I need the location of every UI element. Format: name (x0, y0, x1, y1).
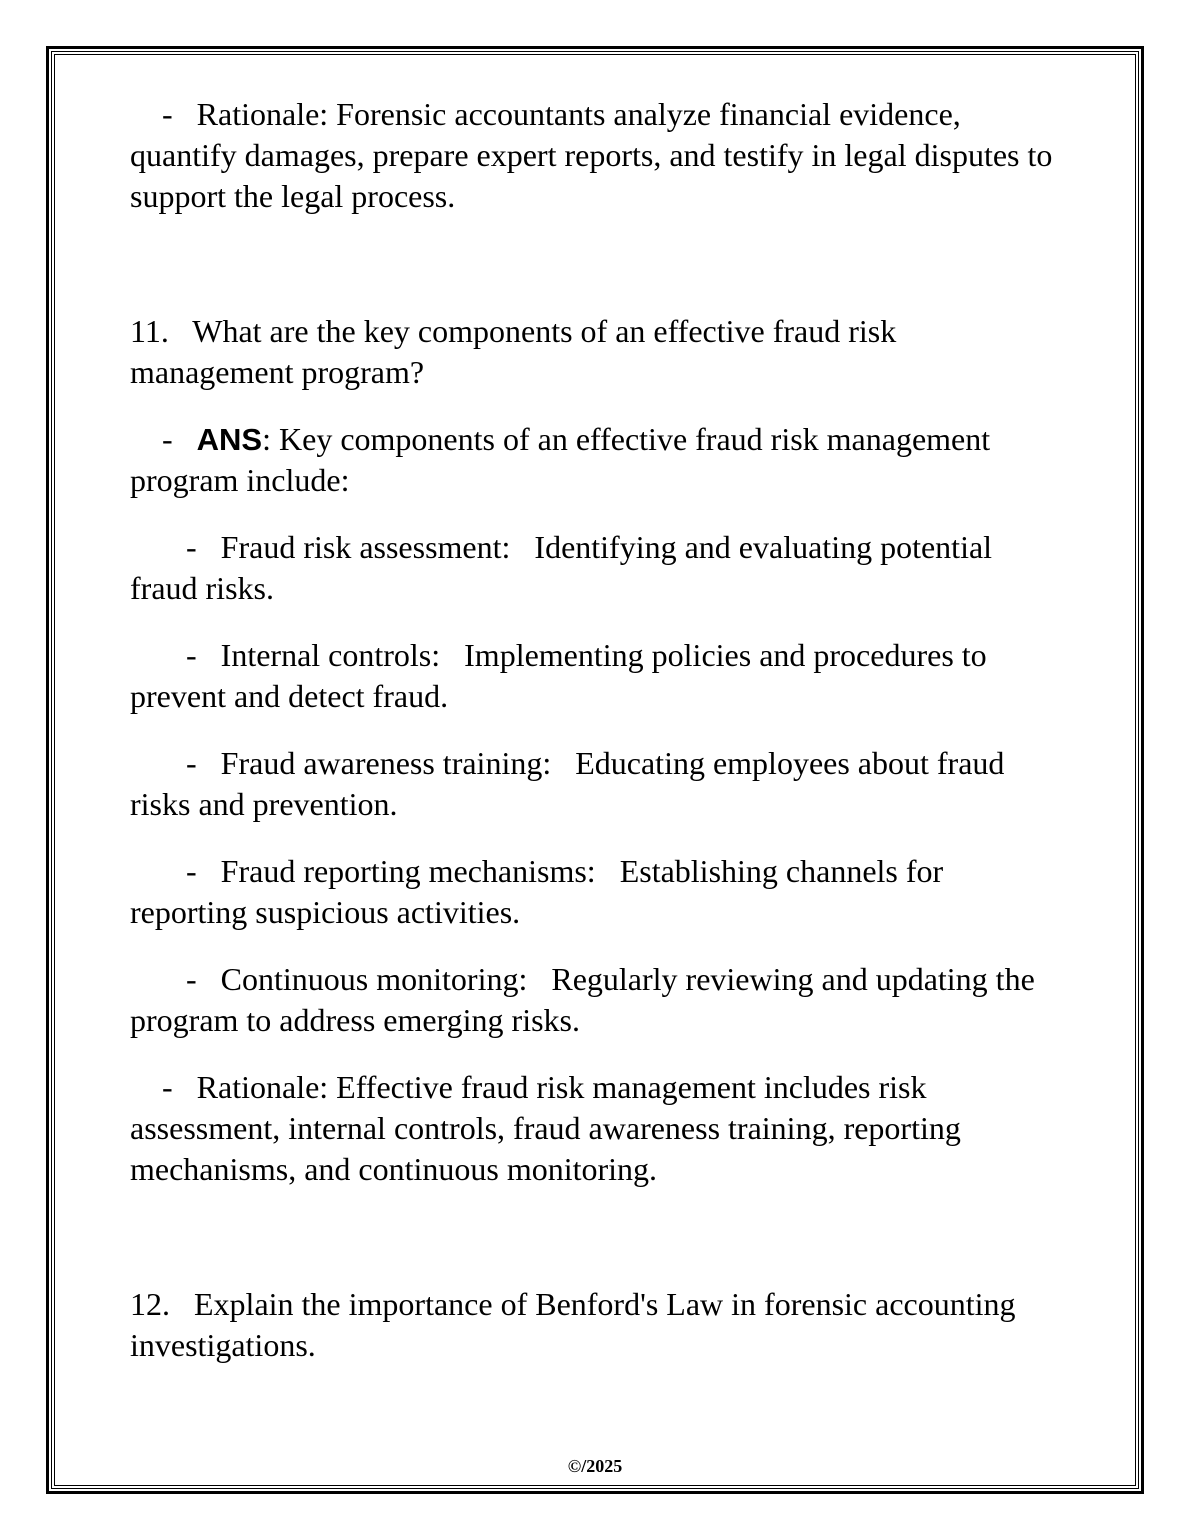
question-11: 11. What are the key components of an effective fraud risk management program? (130, 313, 905, 390)
document-body (130, 94, 1060, 1366)
list-item-continuous-monitoring (130, 959, 1060, 1041)
answer-text: : Key components of an effective fraud risk management program include: (130, 421, 999, 498)
spacer (130, 1190, 1060, 1284)
rationale-text: Rationale: Forensic accountants analyze financial evidence, quantify damages, prepare expert reports, and testify in legal disputes to support the legal process. (130, 96, 1061, 214)
spacer (130, 609, 1060, 635)
item-text: Continuous monitoring: Regularly reviewing and updating the program to address emerging risks. (130, 961, 1043, 1038)
bullet-dash: - (130, 745, 221, 781)
answer-11 (130, 419, 1060, 501)
copyright-footer: ©/2025 (567, 1456, 623, 1476)
rationale-q10 (130, 94, 1060, 217)
ans-label: ANS (196, 422, 263, 457)
bullet-dash: - (130, 96, 197, 132)
spacer (130, 1041, 1060, 1067)
list-item-internal-controls (130, 635, 1060, 717)
spacer (130, 933, 1060, 959)
item-text: Fraud reporting mechanisms: Establishing channels for reporting suspicious activities. (130, 853, 952, 930)
spacer (130, 217, 1060, 311)
bullet-dash: - (130, 637, 221, 673)
bullet-dash: - (130, 961, 221, 997)
list-item-awareness-training (130, 743, 1060, 825)
rationale-text: Rationale: Effective fraud risk management includes risk assessment, internal controls, fraud awareness training, reporting mechanisms, and continuous monitoring. (130, 1069, 969, 1187)
item-text: Fraud risk assessment: Identifying and evaluating potential fraud risks. (130, 529, 1001, 606)
bullet-dash: - (130, 853, 221, 889)
spacer (130, 393, 1060, 419)
bullet-dash: - (130, 529, 221, 565)
question-12: 12. Explain the importance of Benford's Law in forensic accounting investigations. (130, 1286, 1024, 1363)
spacer (130, 825, 1060, 851)
list-item-risk-assessment (130, 527, 1060, 609)
item-text: Fraud awareness training: Educating employees about fraud risks and prevention. (130, 745, 1013, 822)
list-item-reporting-mechanisms (130, 851, 1060, 933)
spacer (130, 501, 1060, 527)
bullet-dash: - (130, 421, 197, 457)
spacer (130, 717, 1060, 743)
bullet-dash: - (130, 1069, 197, 1105)
rationale-q11 (130, 1067, 1060, 1190)
item-text: Internal controls: Implementing policies and procedures to prevent and detect fraud. (130, 637, 995, 714)
